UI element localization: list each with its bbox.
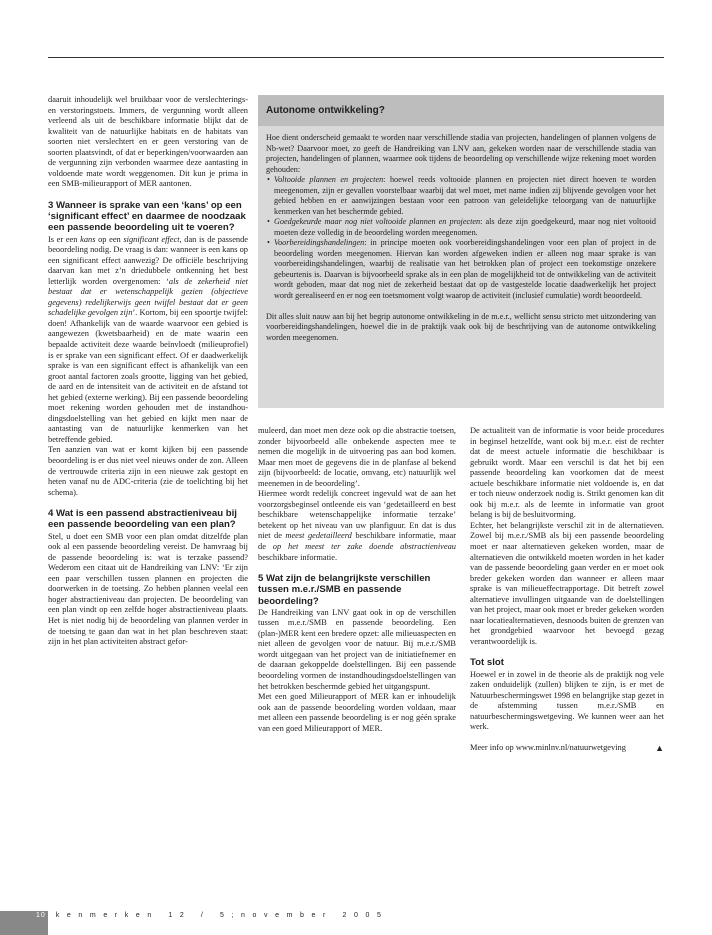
paragraph: De actualiteit van de informatie is voor beide procedures in beginsel hetzelfde, want ook bij m.e.r. eist de rechter dat de meest actuele informatie die beschikbaar is gebruikt wordt. Maar een verschil is dat het bij een passende beoordeling kan voorkomen dat de meest actuele beschikbare informatie niet voldoende is, en dat er toch nieuw onderzoek nodig is. Strikt genomen kan dit ook bij m.e.r. als de leemte in informatie van groot belang is bij de besluitvorming. xyxy=(470,426,664,520)
list-item: • Goedgekeurde maar nog niet voltooide plannen en projecten: als deze zijn goedgekeurd, maar nog niet voltooid moeten deze volledig in de beoordeling worden meegenomen. xyxy=(274,217,656,238)
paragraph: Stel, u doet een SMB voor een plan omdat ditzelfde plan ook al een passende beoordeling vereist. De hamvraag bij de passende beoordeling is: wat is terzake passend? Wederom een citaat uit de Handreiking van LNV: ‘Er zijn een paar verschillen tussen plannen en projecten die doorwerken in de toetsing. Zo hebben plannen veelal een hoger abstractieniveau dan projecten. De beoordeling van een plan vindt op een zelfde hoger abstractieniveau plaats. Het is niet nodig bij de beoordeling van plannen verder in de toetsing te gaan dan wat in het plan beschreven staat: zijn in het plan activiteiten abstract gefor- xyxy=(48,531,248,647)
footer-title: kenmerken 12 / 5;november 2005 xyxy=(55,912,389,919)
sidebar-list xyxy=(266,175,656,301)
up-arrow-icon: ▲ xyxy=(655,743,664,754)
section-heading-5: 5 Wat zijn de belangrijkste verschillen tussen m.e.r./SMB en passende beoordeling? xyxy=(258,573,431,607)
sidebar-title: Autonome ontwikkeling? xyxy=(266,105,385,116)
paragraph: Ten aanzien van wat er komt kijken bij een passende beoordeling is er dus niet veel nieuws onder de zon. Alleen de vertrouwde criteria zijn in een nieuwe zak gestopt en heten vanaf nu de ADC-criteria (zie de toelichting bij het schema). xyxy=(48,445,248,497)
page-number: 10 xyxy=(36,912,46,919)
section-heading-tot-slot: Tot slot xyxy=(470,657,504,669)
footer xyxy=(36,912,388,919)
sidebar-intro: Hoe dient onderscheid gemaakt te worden naar verschillende stadia van projecten, handelingen of plannen volgens de Nb-wet? Daarvoor moet, zo geeft de Handreiking van LNV aan, gekeken worden naar de verschillende stadia van projecten, handelingen of plannen, waarmee ook tijdens de beoordeling op verschillende wijze rekening moet worden gehouden: xyxy=(266,133,656,174)
paragraph: Hoewel er in zowel in de theorie als de praktijk nog vele zaken onduidelijk (zullen) blijken te zijn, is er met de Natuurbeschermingswet 1998 en belangrijke stap gezet in de afstemming tussen m.e.r./SMB en natuurbeschermingswetgeving. We kunnen weer aan het werk. xyxy=(470,669,664,732)
sidebar-body xyxy=(266,133,656,343)
paragraph: daaruit inhoudelijk wel bruikbaar voor de verslechterings- en verstoringstoets. Immers, de vergunning wordt alleen verleend als uit de beschikbare informatie blijkt dat de kwaliteit van de natuurlijke habitats en de habitats van soorten niet verslechtert en er geen verstoring van de soorten plaatsvindt, of dat er beperkingen/voorwaarden aan de vergunning zijn verbonden waarmee deze aantasting in voldoende mate wordt weggenomen. Dit kun je prima in een SMB-milieurapport of MER aantonen. xyxy=(48,95,248,189)
paragraph: Is er een kans op een significant effect, dan is de passende beoordeling nodig. De vraag is dan: wanneer is een kans op een significant effect aanwezig? De officiële beschrijving daarvan kan met z’n driedubbele ontkenning het best letterlijk worden overgenomen: ‘als de zekerheid niet bestaat dat er wetenschappelijk gezien (objectieve gegevens) redelijkerwijs geen twijfel bestaat dat er geen schadelijke gevolgen zijn’. Kortom, bij een spoortje twijfel: doen! Afhankelijk van de waarde waarvoor een gebied is aangewezen (kwetsbaarheid) en de mate waarin een bepaalde activiteit deze waarde beïnvloedt (milieuprofiel) is er sprake van een significant effect. Of er daadwerkelijk sprake is van een significant effect is afhankelijk van een groot aantal factoren zoals grootte, ligging van het gebied, de aard en de intensiteit van de activiteit en de afstand tot het gebied (externe werking). Bij een passende beoordeling moet rekening worden gehouden met de instandhou- dingsdoelstelling van het gebied en kijkt men naar de aantasting van de natuurlijke kenmerken van het betreffende gebied. xyxy=(48,234,248,444)
section-heading-4: 4 Wat is een passend abstractieniveau bij een passende beoordeling van een plan? xyxy=(48,508,237,531)
header-rule xyxy=(48,57,664,58)
sidebar-box xyxy=(258,95,664,408)
paragraph: De Handreiking van LNV gaat ook in op de verschillen tussen m.e.r./SMB en passende beoordeling. Een (plan-)MER kent een bredere opzet: alle milieuaspecten en niet alleen de gevolgen voor de natuur. Bij m.e.r./SMB wordt uitgegaan van het project van de initiatiefnemer en de daaraan gekoppelde doelstellingen. Bij een passende beoordeling vormen de instandhoudingsdoelstellingen van het betrokken beschermde gebied het uitgangspunt. xyxy=(258,607,456,691)
paragraph: Met een goed Milieurapport of MER kan er inhoudelijk ook aan de passende beoordeling worden voldaan, maar met alleen een passende beoordeling is er nog géén sprake van een goed Milieurapport of MER. xyxy=(258,692,456,733)
column-middle xyxy=(258,426,456,734)
column-left xyxy=(48,95,248,648)
more-info-line xyxy=(470,743,664,754)
list-item: • Voltooide plannen en projecten: hoewel reeds voltooide plannen en projecten niet direct hoeven te worden meegenomen, zijn er gevallen voorstelbaar waarbij dat wel moet, met name indien zij blijvende gevolgen voor het gebied hebben en er aanwijzingen bestaan voor een patroon van geleidelijke teloorgang van de natuurlijke kenmerken van het beschermde gebied. xyxy=(274,175,656,217)
more-info-link[interactable]: Meer info op www.minlnv.nl/natuurwetgeving xyxy=(470,743,626,753)
section-heading-3: 3 Wanneer is sprake van een ‘kans’ op een ‘significant effect’ en daarmee de noodzaak een passende beoordeling uit te voeren? xyxy=(48,199,246,234)
column-right xyxy=(470,426,664,754)
paragraph: muleerd, dan moet men deze ook op die abstractie toetsen, zonder bijvoorbeeld alle onbekende aspecten mee te nemen die mogelijk in de uitvoering pas aan bod komen. Maar men moet de gegevens die in de planfase al bekend zijn (bijvoorbeeld: de locatie, omvang, etc) natuurlijk wel meenemen in de beoordeling’. xyxy=(258,426,456,488)
sidebar-header xyxy=(258,95,664,126)
paragraph: Echter, het belangrijkste verschil zit in de alternatieven. Zowel bij m.e.r./SMB als bij een passende beoordeling moet er naar alternatieven gekeken worden, maar de alternatieven die ontwikkeld moeten worden in het kader van de passende beoordeling gaan verder en er moet ook breder gekeken worden dan wanneer er alleen maar sprake is van milieueffectrapportage. Dit betreft zowel alternatieve invullingen uitgaande van de doelstellingen van het project, maar ook moet er breder gekeken worden naar locatiealternatieven, desnoods buiten de grenzen van het grondgebied waarvoor het bevoegd gezag verantwoordelijk is. xyxy=(470,520,664,646)
list-item: • Voorbereidingshandelingen: in principe moeten ook voorbereidingshandelingen voor een plan of project in de beoordeling worden meegenomen. Hiervan kan worden afgeweken indien er alleen nog maar sprake is van voorbereidingshandelingen, waarbij de realisatie van het betrokken plan of project een toekomstige onzekere gebeurtenis is. Daarvan is bijvoorbeeld sprake als in een plan de mogelijkheid tot de ontwikkeling van de activiteit wordt geboden, maar dat nog niet de zekerheid bestaat dat op de vastgestelde locatie daadwerkelijk het project wordt gerealiseerd en er nog een toetsmoment volgt waarop de activiteit (inclusief cumulatie) wordt beoordeeld. xyxy=(274,238,656,301)
paragraph: Hiermee wordt redelijk concreet ingevuld wat de aan het voorzorgsbeginsel ontleende eis van ‘gedetailleerd en best beschikbare wetenschappelijke informatie terzake’ betekent op het niveau van uw planfiguur. En dat is dus niet de meest gedetailleerd beschikbare informatie, maar de op het meest ter zake doende abstractieniveau beschikbare informatie. xyxy=(258,489,456,562)
sidebar-outro: Dit alles sluit nauw aan bij het begrip autonome ontwikkeling in de m.e.r., wellicht sensu stricto met uitzondering van voorbereidingshandelingen, hoewel die in de praktijk vaak ook bij de beschrijving van de autonome ontwikkeling worden meegenomen. xyxy=(266,311,656,342)
